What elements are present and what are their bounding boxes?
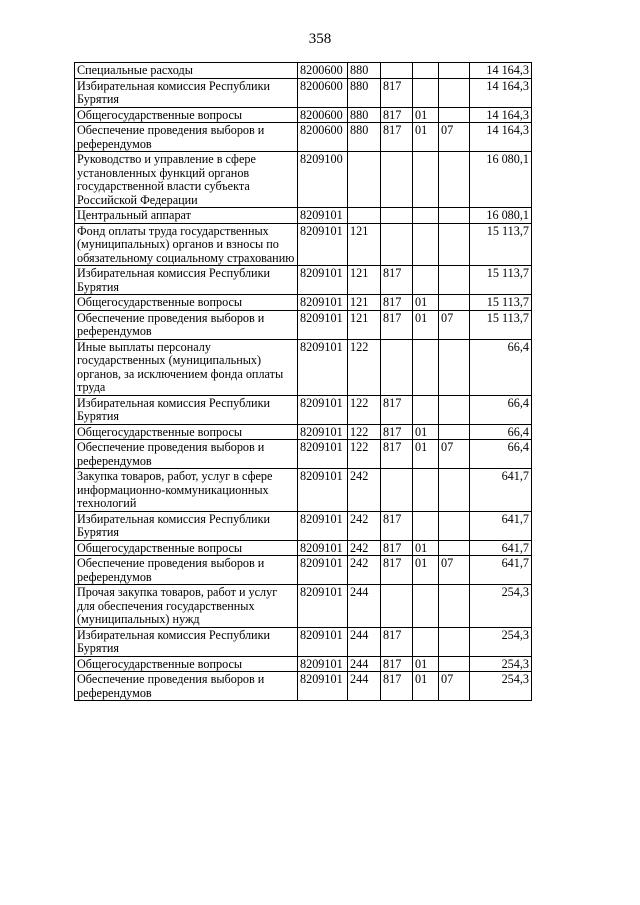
expense-type-code: 122 <box>348 424 381 440</box>
subsection-code <box>439 152 470 208</box>
subsection-code <box>439 511 470 540</box>
row-name: Прочая закупка товаров, работ и услуг для обеспечения государственных (муниципальных) нужд <box>75 585 298 628</box>
subsection-code <box>439 63 470 79</box>
table-row <box>75 208 532 224</box>
target-article-code: 8200600 <box>298 78 348 107</box>
table-row <box>75 656 532 672</box>
section-code <box>413 469 439 512</box>
target-article-code: 8209101 <box>298 511 348 540</box>
table-row <box>75 63 532 79</box>
expense-type-code: 121 <box>348 223 381 266</box>
administrator-code: 817 <box>381 540 413 556</box>
section-code: 01 <box>413 672 439 701</box>
expense-type-code: 880 <box>348 63 381 79</box>
subsection-code <box>439 627 470 656</box>
administrator-code <box>381 152 413 208</box>
table-row <box>75 585 532 628</box>
amount: 14 164,3 <box>470 123 532 152</box>
row-name: Общегосударственные вопросы <box>75 424 298 440</box>
amount: 15 113,7 <box>470 223 532 266</box>
expense-type-code: 121 <box>348 266 381 295</box>
row-name: Избирательная комиссия Республики Бурятия <box>75 511 298 540</box>
section-code: 01 <box>413 656 439 672</box>
target-article-code: 8209101 <box>298 672 348 701</box>
expense-type-code: 244 <box>348 585 381 628</box>
section-code <box>413 208 439 224</box>
target-article-code: 8200600 <box>298 63 348 79</box>
amount: 641,7 <box>470 511 532 540</box>
target-article-code: 8209101 <box>298 424 348 440</box>
table-row <box>75 440 532 469</box>
expense-type-code: 122 <box>348 339 381 395</box>
target-article-code: 8209101 <box>298 585 348 628</box>
section-code: 01 <box>413 295 439 311</box>
target-article-code: 8209101 <box>298 627 348 656</box>
table-row <box>75 295 532 311</box>
amount: 15 113,7 <box>470 266 532 295</box>
expense-type-code: 121 <box>348 310 381 339</box>
amount: 16 080,1 <box>470 152 532 208</box>
section-code: 01 <box>413 310 439 339</box>
target-article-code: 8209101 <box>298 223 348 266</box>
subsection-code <box>439 223 470 266</box>
amount: 14 164,3 <box>470 63 532 79</box>
amount: 254,3 <box>470 627 532 656</box>
subsection-code <box>439 469 470 512</box>
subsection-code <box>439 540 470 556</box>
administrator-code <box>381 223 413 266</box>
table-row <box>75 107 532 123</box>
administrator-code <box>381 63 413 79</box>
amount: 15 113,7 <box>470 310 532 339</box>
expense-type-code <box>348 208 381 224</box>
amount: 254,3 <box>470 585 532 628</box>
subsection-code <box>439 107 470 123</box>
section-code <box>413 585 439 628</box>
expense-type-code: 242 <box>348 540 381 556</box>
expense-type-code <box>348 152 381 208</box>
amount: 14 164,3 <box>470 78 532 107</box>
subsection-code: 07 <box>439 556 470 585</box>
target-article-code: 8209101 <box>298 208 348 224</box>
section-code: 01 <box>413 107 439 123</box>
amount: 15 113,7 <box>470 295 532 311</box>
table-row <box>75 540 532 556</box>
administrator-code: 817 <box>381 395 413 424</box>
table-row <box>75 223 532 266</box>
expense-type-code: 242 <box>348 511 381 540</box>
subsection-code <box>439 395 470 424</box>
table-row <box>75 395 532 424</box>
subsection-code: 07 <box>439 310 470 339</box>
target-article-code: 8209101 <box>298 395 348 424</box>
expense-type-code: 880 <box>348 107 381 123</box>
row-name: Фонд оплаты труда государственных (муниципальных) органов и взносы по обязательному социальному страхованию <box>75 223 298 266</box>
section-code <box>413 223 439 266</box>
section-code <box>413 78 439 107</box>
amount: 14 164,3 <box>470 107 532 123</box>
row-name: Обеспечение проведения выборов и референдумов <box>75 440 298 469</box>
row-name: Обеспечение проведения выборов и референдумов <box>75 672 298 701</box>
target-article-code: 8209101 <box>298 556 348 585</box>
row-name: Обеспечение проведения выборов и референдумов <box>75 556 298 585</box>
amount: 641,7 <box>470 556 532 585</box>
budget-table <box>74 62 532 701</box>
row-name: Общегосударственные вопросы <box>75 656 298 672</box>
amount: 66,4 <box>470 395 532 424</box>
administrator-code: 817 <box>381 78 413 107</box>
section-code: 01 <box>413 440 439 469</box>
administrator-code: 817 <box>381 107 413 123</box>
administrator-code: 817 <box>381 310 413 339</box>
section-code <box>413 339 439 395</box>
section-code: 01 <box>413 123 439 152</box>
administrator-code: 817 <box>381 123 413 152</box>
subsection-code <box>439 339 470 395</box>
administrator-code: 817 <box>381 672 413 701</box>
row-name: Обеспечение проведения выборов и референдумов <box>75 123 298 152</box>
row-name: Обеспечение проведения выборов и референдумов <box>75 310 298 339</box>
table-row <box>75 511 532 540</box>
row-name: Закупка товаров, работ, услуг в сфере информационно-коммуникационных технологий <box>75 469 298 512</box>
section-code <box>413 152 439 208</box>
section-code <box>413 627 439 656</box>
row-name: Избирательная комиссия Республики Бурятия <box>75 266 298 295</box>
target-article-code: 8209101 <box>298 656 348 672</box>
amount: 66,4 <box>470 440 532 469</box>
administrator-code <box>381 208 413 224</box>
subsection-code <box>439 295 470 311</box>
administrator-code <box>381 585 413 628</box>
administrator-code <box>381 469 413 512</box>
expense-type-code: 244 <box>348 627 381 656</box>
amount: 641,7 <box>470 540 532 556</box>
expense-type-code: 242 <box>348 556 381 585</box>
table-row <box>75 266 532 295</box>
row-name: Избирательная комиссия Республики Бурятия <box>75 78 298 107</box>
administrator-code: 817 <box>381 627 413 656</box>
expense-type-code: 244 <box>348 672 381 701</box>
table-row <box>75 78 532 107</box>
target-article-code: 8209101 <box>298 469 348 512</box>
administrator-code <box>381 339 413 395</box>
amount: 254,3 <box>470 672 532 701</box>
amount: 66,4 <box>470 339 532 395</box>
expense-type-code: 121 <box>348 295 381 311</box>
row-name: Центральный аппарат <box>75 208 298 224</box>
section-code: 01 <box>413 424 439 440</box>
row-name: Общегосударственные вопросы <box>75 295 298 311</box>
administrator-code: 817 <box>381 295 413 311</box>
target-article-code: 8200600 <box>298 123 348 152</box>
target-article-code: 8200600 <box>298 107 348 123</box>
expense-type-code: 880 <box>348 123 381 152</box>
subsection-code <box>439 208 470 224</box>
subsection-code: 07 <box>439 440 470 469</box>
table-row <box>75 556 532 585</box>
target-article-code: 8209101 <box>298 339 348 395</box>
section-code <box>413 266 439 295</box>
row-name: Специальные расходы <box>75 63 298 79</box>
subsection-code <box>439 266 470 295</box>
table-row <box>75 469 532 512</box>
subsection-code <box>439 424 470 440</box>
subsection-code: 07 <box>439 123 470 152</box>
target-article-code: 8209101 <box>298 440 348 469</box>
administrator-code: 817 <box>381 440 413 469</box>
subsection-code <box>439 78 470 107</box>
table-row <box>75 339 532 395</box>
section-code: 01 <box>413 540 439 556</box>
row-name: Общегосударственные вопросы <box>75 540 298 556</box>
administrator-code: 817 <box>381 266 413 295</box>
table-row <box>75 672 532 701</box>
section-code <box>413 63 439 79</box>
amount: 641,7 <box>470 469 532 512</box>
administrator-code: 817 <box>381 511 413 540</box>
expense-type-code: 122 <box>348 440 381 469</box>
amount: 66,4 <box>470 424 532 440</box>
target-article-code: 8209100 <box>298 152 348 208</box>
expense-type-code: 242 <box>348 469 381 512</box>
administrator-code: 817 <box>381 424 413 440</box>
row-name: Общегосударственные вопросы <box>75 107 298 123</box>
table-row <box>75 152 532 208</box>
expense-type-code: 244 <box>348 656 381 672</box>
subsection-code: 07 <box>439 672 470 701</box>
section-code <box>413 511 439 540</box>
target-article-code: 8209101 <box>298 310 348 339</box>
administrator-code: 817 <box>381 656 413 672</box>
subsection-code <box>439 656 470 672</box>
amount: 16 080,1 <box>470 208 532 224</box>
target-article-code: 8209101 <box>298 266 348 295</box>
row-name: Избирательная комиссия Республики Бурятия <box>75 395 298 424</box>
subsection-code <box>439 585 470 628</box>
table-row <box>75 627 532 656</box>
row-name: Избирательная комиссия Республики Бурятия <box>75 627 298 656</box>
table-row <box>75 310 532 339</box>
amount: 254,3 <box>470 656 532 672</box>
administrator-code: 817 <box>381 556 413 585</box>
expense-type-code: 880 <box>348 78 381 107</box>
table-row <box>75 424 532 440</box>
page-number: 358 <box>308 31 332 47</box>
expense-type-code: 122 <box>348 395 381 424</box>
target-article-code: 8209101 <box>298 295 348 311</box>
section-code <box>413 395 439 424</box>
row-name: Руководство и управление в сфере установленных функций органов государственной власти субъекта Российской Федерации <box>75 152 298 208</box>
table-row <box>75 123 532 152</box>
target-article-code: 8209101 <box>298 540 348 556</box>
section-code: 01 <box>413 556 439 585</box>
row-name: Иные выплаты персоналу государственных (муниципальных) органов, за исключением фонда оплаты труда <box>75 339 298 395</box>
